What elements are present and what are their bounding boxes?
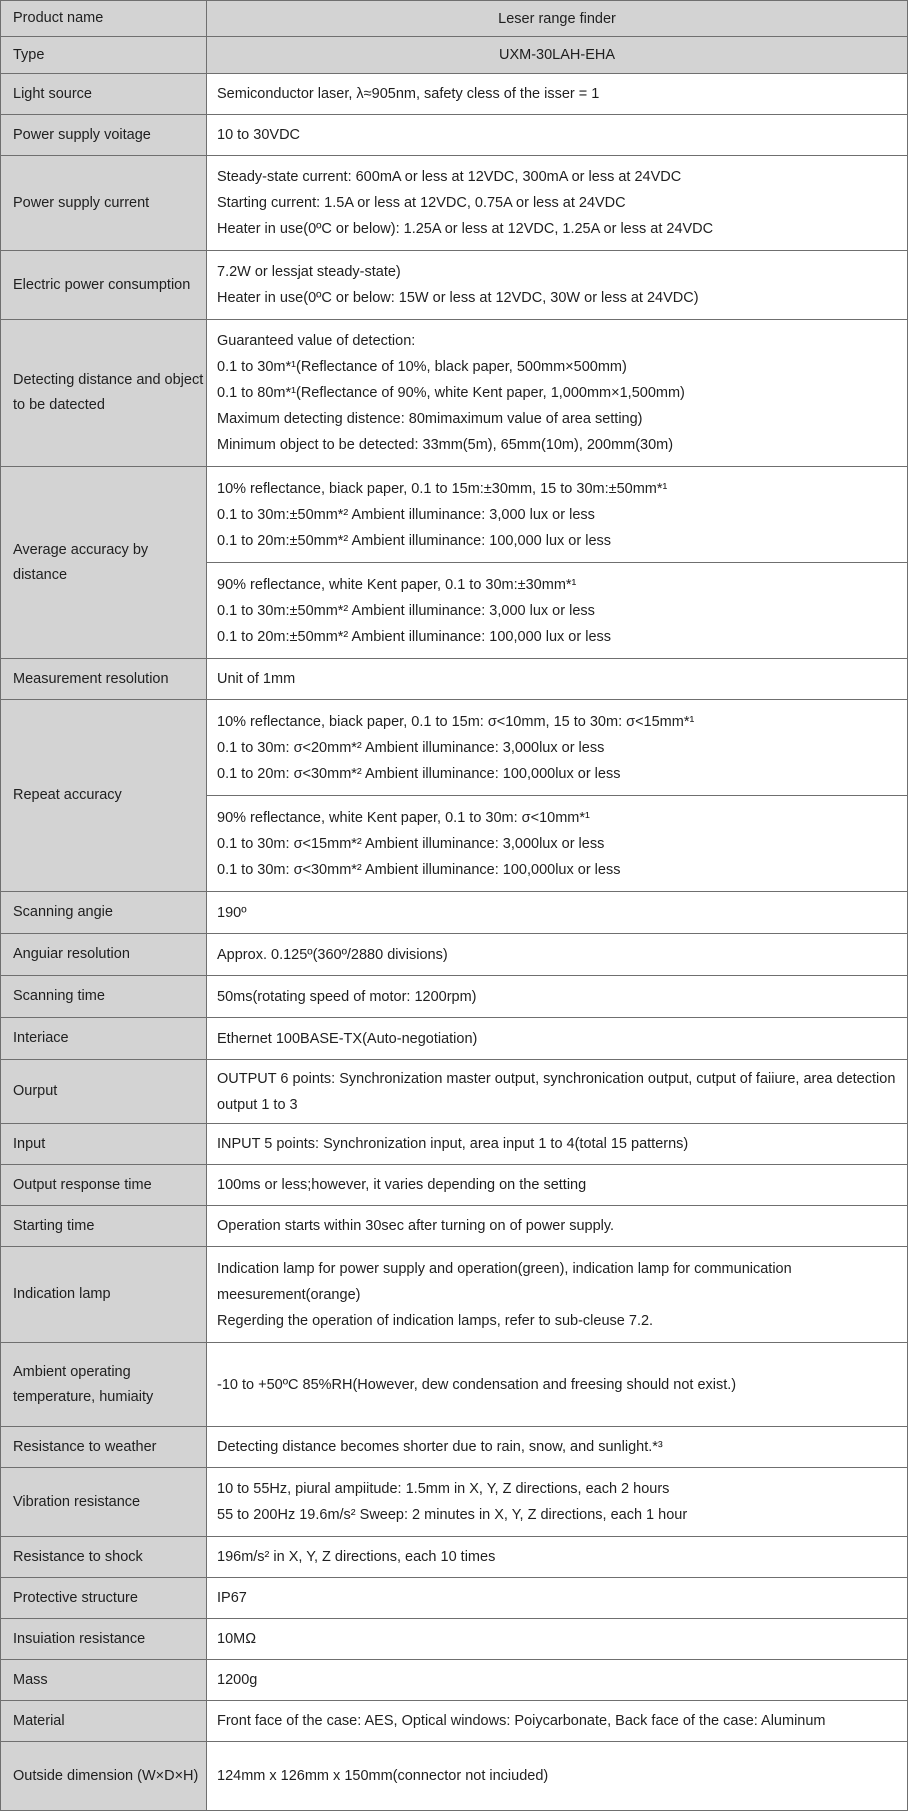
spec-value-line: Guaranteed value of detection:: [217, 333, 416, 349]
spec-value-line: 124mm x 126mm x 150mm(connector not inciuded): [217, 1768, 549, 1784]
spec-value-line: INPUT 5 points: Synchronization input, area input 1 to 4(total 15 patterns): [217, 1136, 689, 1152]
spec-row: [1, 1165, 908, 1206]
spec-label: Electric power consumption: [1, 251, 207, 320]
spec-row: [1, 1701, 908, 1742]
spec-row: [1, 1427, 908, 1468]
spec-value-line: -10 to +50ºC 85%RH(However, dew condensation and freesing should not exist.): [217, 1376, 737, 1393]
spec-value-line: Maximum detecting distence: 80mimaximum value of area setting): [217, 411, 643, 427]
spec-value: [207, 1206, 908, 1247]
spec-label: Product name: [1, 1, 207, 37]
spec-label: Vibration resistance: [1, 1468, 207, 1537]
spec-row: [1, 1206, 908, 1247]
spec-value-line: 10 to 55Hz, piural ampiitude: 1.5mm in X, Y, Z directions, each 2 hours: [217, 1481, 670, 1497]
spec-row: [1, 934, 908, 976]
spec-value: [207, 467, 908, 563]
spec-label: Starting time: [1, 1206, 207, 1247]
spec-label: Ambient operating temperature, humiaity: [1, 1343, 207, 1427]
spec-value-line: 0.1 to 30m: σ<15mm*² Ambient illuminance: 3,000lux or less: [217, 835, 605, 852]
spec-value: [207, 1701, 908, 1742]
spec-value-line: Approx. 0.125º(360º/2880 divisions): [217, 946, 448, 963]
spec-value: [207, 1018, 908, 1060]
spec-row: [1, 320, 908, 467]
spec-label: Detecting distance and object to be datected: [1, 320, 207, 467]
spec-value: [207, 1619, 908, 1660]
spec-label: Input: [1, 1124, 207, 1165]
spec-value-line: 90% reflectance, white Kent paper, 0.1 to 30m: σ<10mm*¹: [217, 809, 590, 826]
spec-label: Resistance to weather: [1, 1427, 207, 1468]
spec-row: [1, 1247, 908, 1343]
spec-value-line: UXM-30LAH-EHA: [498, 47, 616, 63]
spec-value-line: 90% reflectance, white Kent paper, 0.1 to 30m:±30mm*¹: [217, 576, 577, 593]
spec-row: [1, 1537, 908, 1578]
spec-row: [1, 1619, 908, 1660]
spec-value: [207, 934, 908, 976]
spec-value-line: 1200g: [217, 1672, 258, 1688]
spec-label: Repeat accuracy: [1, 700, 207, 892]
spec-value-line: IP67: [217, 1590, 247, 1606]
spec-label: Mass: [1, 1660, 207, 1701]
spec-value: [207, 796, 908, 892]
spec-label: Indication lamp: [1, 1247, 207, 1343]
spec-value-line: meesurement(orange): [217, 1286, 361, 1303]
spec-label: Light source: [1, 74, 207, 115]
spec-value: [207, 156, 908, 251]
spec-value-line: Semiconductor laser, λ≈905nm, safety cless of the isser = 1: [217, 86, 600, 102]
spec-value: [207, 1, 908, 37]
spec-value-line: Detecting distance becomes shorter due to rain, snow, and sunlight.*³: [217, 1439, 663, 1455]
spec-row: [1, 1124, 908, 1165]
spec-row: [1, 1018, 908, 1060]
spec-value-line: Minimum object to be detected: 33mm(5m), 65mm(10m), 200mm(30m): [217, 437, 674, 453]
spec-value: [207, 700, 908, 796]
spec-label: Average accuracy by distance: [1, 467, 207, 659]
spec-value: [207, 37, 908, 74]
spec-value-line: Front face of the case: AES, Optical windows: Poiycarbonate, Back face of the case: Aluminum: [217, 1713, 826, 1729]
spec-row: [1, 467, 908, 563]
spec-label: Power supply current: [1, 156, 207, 251]
spec-value: [207, 1343, 908, 1427]
spec-label: Insuiation resistance: [1, 1619, 207, 1660]
spec-value-line: 0.1 to 30m:±50mm*² Ambient illuminance: 3,000 lux or less: [217, 602, 595, 619]
spec-value-line: Regerding the operation of indication lamps, refer to sub-cleuse 7.2.: [217, 1312, 654, 1329]
spec-value: [207, 892, 908, 934]
spec-label: Scanning time: [1, 976, 207, 1018]
spec-value-line: Leser range finder: [498, 10, 616, 27]
spec-row: [1, 1468, 908, 1537]
spec-row: [1, 1060, 908, 1124]
spec-label: Resistance to shock: [1, 1537, 207, 1578]
spec-value-line: 10 to 30VDC: [217, 127, 301, 143]
spec-row: [1, 1660, 908, 1701]
spec-value: [207, 115, 908, 156]
spec-value-line: 10% reflectance, biack paper, 0.1 to 15m: σ<10mm, 15 to 30m: σ<15mm*¹: [217, 713, 695, 730]
spec-value-line: 55 to 200Hz 19.6m/s² Sweep: 2 minutes in X, Y, Z directions, each 1 hour: [217, 1507, 688, 1523]
spec-value-line: Ethernet 100BASE-TX(Auto-negotiation): [217, 1030, 478, 1047]
spec-value-line: Steady-state current: 600mA or less at 12VDC, 300mA or less at 24VDC: [217, 169, 682, 185]
spec-value-line: Heater in use(0ºC or below: 15W or less at 12VDC, 30W or less at 24VDC): [217, 290, 699, 306]
spec-label: Ourput: [1, 1060, 207, 1124]
spec-value-line: 0.1 to 20m:±50mm*² Ambient illuminance: 100,000 lux or less: [217, 532, 612, 549]
spec-value-line: 0.1 to 20m:±50mm*² Ambient illuminance: 100,000 lux or less: [217, 628, 612, 645]
spec-value: [207, 1124, 908, 1165]
spec-row: [1, 659, 908, 700]
spec-value: [207, 1660, 908, 1701]
spec-value: [207, 659, 908, 700]
spec-value: [207, 1427, 908, 1468]
spec-value-line: 0.1 to 30m: σ<20mm*² Ambient illuminance: 3,000lux or less: [217, 739, 605, 756]
spec-value-line: 7.2W or lessjat steady-state): [217, 264, 401, 280]
spec-value: [207, 1537, 908, 1578]
spec-row: [1, 1, 908, 37]
spec-value: [207, 251, 908, 320]
spec-value-line: 0.1 to 30m*¹(Reflectance of 10%, black paper, 500mm×500mm): [217, 359, 627, 375]
spec-row: [1, 1742, 908, 1811]
spec-value-line: OUTPUT 6 points: Synchronization master output, synchronication output, cutput of faiiure, area detection output 1 to 3: [217, 1070, 896, 1113]
spec-value-line: 196m/s² in X, Y, Z directions, each 10 times: [217, 1549, 496, 1565]
spec-label: Interiace: [1, 1018, 207, 1060]
spec-value: [207, 1165, 908, 1206]
spec-row: [1, 251, 908, 320]
spec-value: [207, 1468, 908, 1537]
spec-value-line: Indication lamp for power supply and operation(green), indication lamp for communication: [217, 1260, 792, 1277]
spec-value-line: 0.1 to 80m*¹(Reflectance of 90%, white Kent paper, 1,000mm×1,500mm): [217, 385, 685, 401]
spec-value-line: 0.1 to 20m: σ<30mm*² Ambient illuminance: 100,000lux or less: [217, 765, 621, 782]
spec-label: Power supply voitage: [1, 115, 207, 156]
spec-label: Anguiar resolution: [1, 934, 207, 976]
spec-value-line: 50ms(rotating speed of motor: 1200rpm): [217, 988, 477, 1005]
spec-row: [1, 1578, 908, 1619]
spec-label: Type: [1, 37, 207, 74]
spec-value-line: Unit of 1mm: [217, 671, 296, 687]
spec-label: Measurement resolution: [1, 659, 207, 700]
spec-row: [1, 1343, 908, 1427]
spec-value-line: 190º: [217, 904, 247, 921]
spec-value: [207, 976, 908, 1018]
spec-label: Output response time: [1, 1165, 207, 1206]
spec-label: Material: [1, 1701, 207, 1742]
spec-value-line: 0.1 to 30m:±50mm*² Ambient illuminance: 3,000 lux or less: [217, 506, 595, 523]
spec-value: [207, 1578, 908, 1619]
spec-value: [207, 563, 908, 659]
spec-value-line: Operation starts within 30sec after turning on of power supply.: [217, 1218, 615, 1234]
spec-value: [207, 1247, 908, 1343]
spec-row: [1, 74, 908, 115]
spec-row: [1, 37, 908, 74]
spec-label: Outside dimension (W×D×H): [1, 1742, 207, 1811]
spec-value-line: Heater in use(0ºC or below): 1.25A or less at 12VDC, 1.25A or less at 24VDC: [217, 221, 714, 237]
spec-row: [1, 892, 908, 934]
spec-value-line: 10MΩ: [217, 1631, 257, 1647]
spec-value-line: 0.1 to 30m: σ<30mm*² Ambient illuminance: 100,000lux or less: [217, 861, 621, 878]
spec-value: [207, 1060, 908, 1124]
spec-value-line: 10% reflectance, biack paper, 0.1 to 15m:±30mm, 15 to 30m:±50mm*¹: [217, 480, 668, 497]
spec-row: [1, 976, 908, 1018]
spec-row: [1, 700, 908, 796]
spec-label: Scanning angie: [1, 892, 207, 934]
spec-value-line: 100ms or less;however, it varies depending on the setting: [217, 1177, 587, 1193]
spec-table-body: [1, 1, 908, 1811]
spec-row: [1, 156, 908, 251]
spec-row: [1, 115, 908, 156]
spec-value: [207, 1742, 908, 1811]
spec-value-line: Starting current: 1.5A or less at 12VDC, 0.75A or less at 24VDC: [217, 195, 626, 211]
spec-label: Protective structure: [1, 1578, 207, 1619]
spec-value: [207, 74, 908, 115]
spec-value: [207, 320, 908, 467]
